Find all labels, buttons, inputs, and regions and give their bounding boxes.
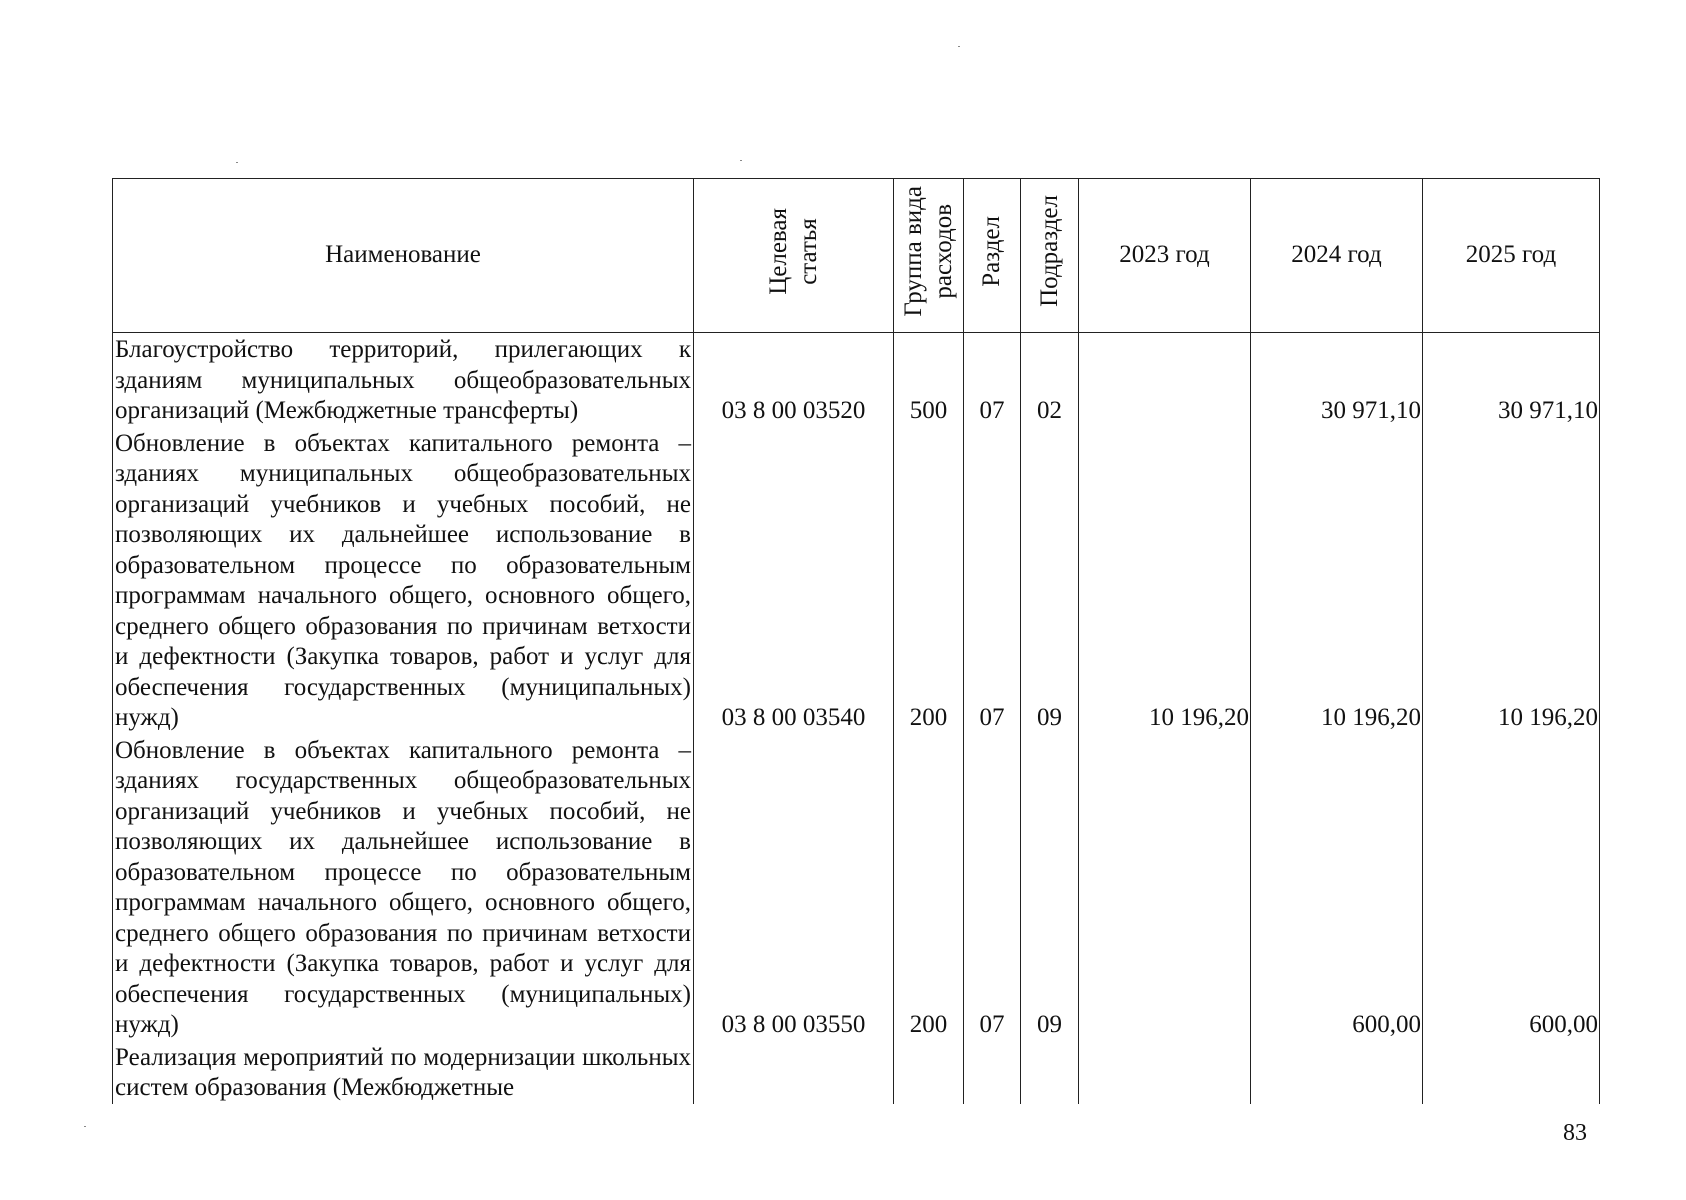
table-row — [113, 734, 1600, 1041]
row-expense-group: 200 — [894, 427, 964, 734]
row-amount-2023 — [1079, 1041, 1251, 1104]
row-expense-group: 200 — [894, 734, 964, 1041]
scan-speck — [740, 160, 742, 161]
scan-speck — [84, 1126, 86, 1127]
row-amount-2023 — [1079, 333, 1251, 427]
row-section: 07 — [964, 734, 1021, 1041]
row-name: Обновление в объектах капитального ремонта – зданиях муниципальных общеобразовательных организаций учебников и учебных пособий, не позволяющих их дальнейшее использование в образовательном процессе по образовательным программам начального общего, основного общего, среднего общего образования по причинам ветхости и дефектности (Закупка товаров, работ и услуг для обеспечения государственных (муниципальных) нужд) — [113, 427, 694, 734]
header-year-2023: 2023 год — [1079, 179, 1251, 333]
table-row — [113, 333, 1600, 427]
row-name: Обновление в объектах капитального ремонта – зданиях государственных общеобразовательных организаций учебников и учебных пособий, не позволяющих их дальнейшее использование в образовательном процессе по образовательным программам начального общего, основного общего, среднего общего образования по причинам ветхости и дефектности (Закупка товаров, работ и услуг для обеспечения государственных (муниципальных) нужд) — [113, 734, 694, 1041]
row-amount-2023 — [1079, 734, 1251, 1041]
row-amount-2023: 10 196,20 — [1079, 427, 1251, 734]
row-name: Реализация мероприятий по модернизации школьных систем образования (Межбюджетные — [113, 1041, 694, 1104]
table-header-row — [113, 179, 1600, 333]
header-expense-group: Группа вида расходов — [894, 179, 964, 333]
row-amount-2024: 30 971,10 — [1251, 333, 1423, 427]
row-expense-group: 500 — [894, 333, 964, 427]
header-year-2024: 2024 год — [1251, 179, 1423, 333]
table-row — [113, 1041, 1600, 1104]
row-subsection: 02 — [1021, 333, 1079, 427]
scan-speck — [958, 46, 960, 47]
header-target-article: Целевая статья — [694, 179, 894, 333]
scan-speck — [236, 162, 238, 163]
row-subsection: 09 — [1021, 734, 1079, 1041]
row-section — [964, 1041, 1021, 1104]
row-target-article — [694, 1041, 894, 1104]
row-target-article: 03 8 00 03520 — [694, 333, 894, 427]
header-name: Наименование — [113, 179, 694, 333]
row-target-article: 03 8 00 03540 — [694, 427, 894, 734]
row-amount-2025: 600,00 — [1423, 734, 1600, 1041]
row-subsection: 09 — [1021, 427, 1079, 734]
header-subsection: Подраздел — [1021, 179, 1079, 333]
row-section: 07 — [964, 427, 1021, 734]
header-year-2025: 2025 год — [1423, 179, 1600, 333]
row-amount-2024 — [1251, 1041, 1423, 1104]
row-name: Благоустройство территорий, прилегающих к зданиям муниципальных общеобразовательных организаций (Межбюджетные трансферты) — [113, 333, 694, 427]
row-subsection — [1021, 1041, 1079, 1104]
row-amount-2024: 10 196,20 — [1251, 427, 1423, 734]
row-amount-2025 — [1423, 1041, 1600, 1104]
row-amount-2024: 600,00 — [1251, 734, 1423, 1041]
row-expense-group — [894, 1041, 964, 1104]
header-section: Раздел — [964, 179, 1021, 333]
row-amount-2025: 10 196,20 — [1423, 427, 1600, 734]
row-amount-2025: 30 971,10 — [1423, 333, 1600, 427]
row-section: 07 — [964, 333, 1021, 427]
budget-table — [112, 178, 1600, 1104]
row-target-article: 03 8 00 03550 — [694, 734, 894, 1041]
table-row — [113, 427, 1600, 734]
page-number: 83 — [1563, 1120, 1587, 1146]
